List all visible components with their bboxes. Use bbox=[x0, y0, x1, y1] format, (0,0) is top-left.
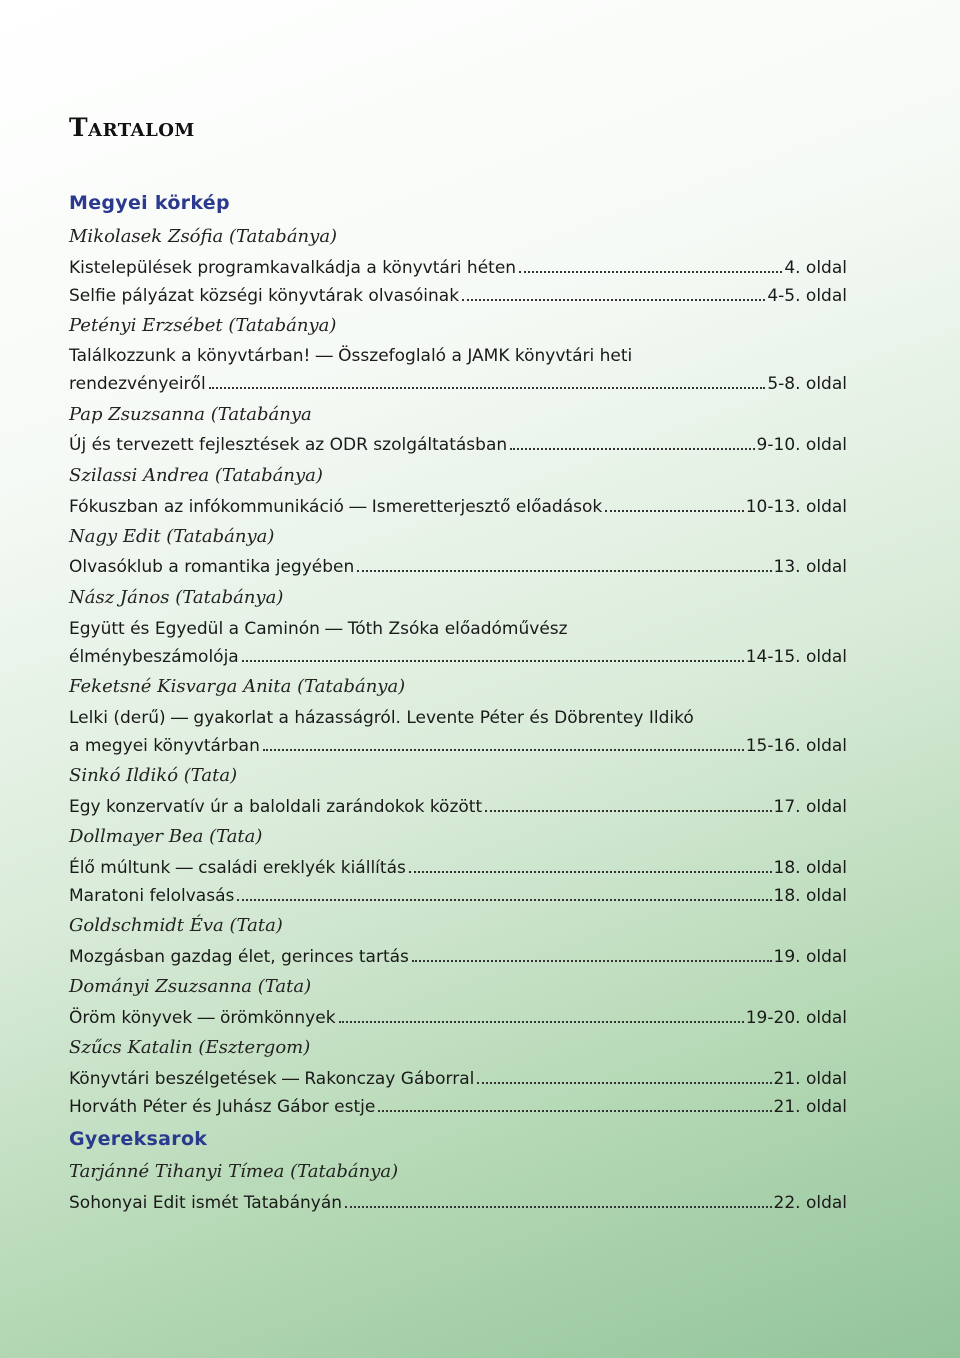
author-name: Dollmayer Bea (Tata) bbox=[69, 826, 263, 847]
toc-entry[interactable]: Mozgásban gazdag élet, gerinces tartás 19. oldal bbox=[69, 947, 847, 967]
author-name: Pap Zsuzsanna (Tatabánya bbox=[69, 404, 312, 425]
author-name: Goldschmidt Éva (Tata) bbox=[69, 915, 283, 936]
author-name: Feketsné Kisvarga Anita (Tatabánya) bbox=[69, 676, 406, 697]
toc-entry[interactable]: Élő múltunk ― családi ereklyék kiállítás 18. oldal bbox=[69, 858, 847, 878]
section-heading-megyei: Megyei körkép bbox=[69, 192, 230, 214]
author-name: Petényi Erzsébet (Tatabánya) bbox=[69, 315, 337, 336]
toc-entry[interactable]: Egy konzervatív úr a baloldali zarándokok között 17. oldal bbox=[69, 797, 847, 817]
author-name: Szilassi Andrea (Tatabánya) bbox=[69, 465, 323, 486]
toc-entry[interactable]: Olvasóklub a romantika jegyében 13. oldal bbox=[69, 557, 847, 577]
author-name: Nász János (Tatabánya) bbox=[69, 587, 284, 608]
toc-entry[interactable]: a megyei könyvtárban 15-16. oldal bbox=[69, 736, 847, 756]
page-title: Tartalom bbox=[69, 113, 195, 142]
toc-entry[interactable]: Lelki (derű) ― gyakorlat a házasságról. Levente Péter és Döbrentey Ildikó bbox=[69, 708, 694, 728]
author-name: Mikolasek Zsófia (Tatabánya) bbox=[69, 226, 338, 247]
toc-entry[interactable]: Együtt és Egyedül a Caminón ― Tóth Zsóka előadóművész bbox=[69, 619, 568, 639]
toc-entry[interactable]: Selfie pályázat községi könyvtárak olvasóinak 4-5. oldal bbox=[69, 286, 847, 306]
toc-entry[interactable]: rendezvényeiről 5-8. oldal bbox=[69, 374, 847, 394]
toc-entry[interactable]: Találkozzunk a könyvtárban! ― Összefoglaló a JAMK könyvtári heti bbox=[69, 346, 633, 366]
author-name: Tarjánné Tihanyi Tímea (Tatabánya) bbox=[69, 1161, 399, 1182]
toc-entry[interactable]: Kistelepülések programkavalkádja a könyvtári héten 4. oldal bbox=[69, 258, 847, 278]
author-name: Dományi Zsuzsanna (Tata) bbox=[69, 976, 312, 997]
toc-entry[interactable]: Új és tervezett fejlesztések az ODR szolgáltatásban 9-10. oldal bbox=[69, 435, 847, 455]
toc-entry[interactable]: élménybeszámolója 14-15. oldal bbox=[69, 647, 847, 667]
toc-entry[interactable]: Könyvtári beszélgetések ― Rakonczay Gáborral 21. oldal bbox=[69, 1069, 847, 1089]
author-name: Sinkó Ildikó (Tata) bbox=[69, 765, 238, 786]
section-heading-gyereksarok: Gyereksarok bbox=[69, 1128, 208, 1150]
toc-entry[interactable]: Horváth Péter és Juhász Gábor estje 21. oldal bbox=[69, 1097, 847, 1117]
toc-entry[interactable]: Maratoni felolvasás 18. oldal bbox=[69, 886, 847, 906]
toc-entry[interactable]: Fókuszban az infókommunikáció ― Ismeretterjesztő előadások 10-13. oldal bbox=[69, 497, 847, 517]
author-name: Szűcs Katalin (Esztergom) bbox=[69, 1037, 311, 1058]
toc-entry[interactable]: Sohonyai Edit ismét Tatabányán 22. oldal bbox=[69, 1193, 847, 1213]
author-name: Nagy Edit (Tatabánya) bbox=[69, 526, 275, 547]
toc-entry[interactable]: Öröm könyvek ― örömkönnyek 19-20. oldal bbox=[69, 1008, 847, 1028]
